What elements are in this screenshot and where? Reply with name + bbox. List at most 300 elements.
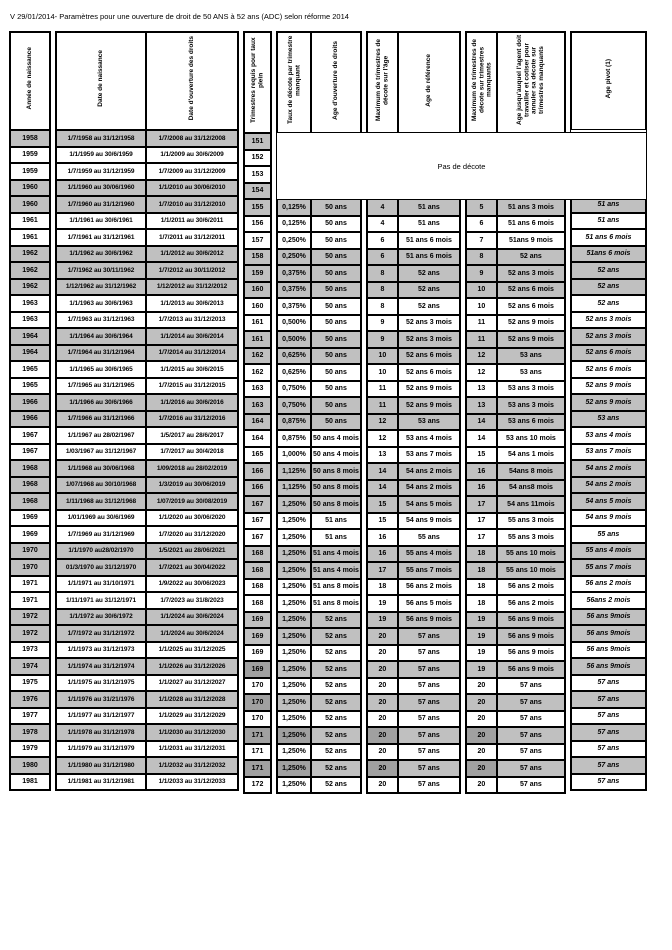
cell-taux-decote: 0,375%	[277, 282, 311, 299]
cell-trimestres: 158	[244, 249, 271, 266]
table-row	[367, 744, 460, 761]
table-row	[466, 678, 565, 695]
cell-age-ouverture: 50 ans	[311, 216, 361, 233]
table-row	[571, 295, 646, 312]
cell-taux-decote: 1,250%	[277, 579, 311, 596]
table-row	[571, 708, 646, 725]
table-row	[367, 612, 460, 629]
table-row	[466, 265, 565, 282]
cell-age-annuler-decote: 57 ans	[497, 777, 565, 794]
cell-date-naissance: 01/3/1970 au 31/12/1970	[56, 559, 146, 576]
cell-max-trimestres-manquants: 17	[466, 513, 497, 530]
table-row	[466, 298, 565, 315]
cell-max-trimestres-manquants: 14	[466, 414, 497, 431]
cell-annee: 1959	[10, 147, 50, 164]
cell-annee: 1961	[10, 213, 50, 230]
table-header-row	[367, 32, 460, 133]
table-row	[466, 447, 565, 464]
table-header-row	[277, 32, 361, 133]
cell-age-ouverture: 50 ans	[311, 265, 361, 282]
table-row	[244, 331, 271, 348]
parameters-table	[9, 31, 647, 794]
cell-age-pivot: 53 ans 4 mois	[571, 427, 646, 444]
cell-date-ouverture: 1/7/2016 au 31/12/2016	[146, 411, 238, 428]
cell-age-annuler-decote: 54ans 8 mois	[497, 463, 565, 480]
cell-taux-decote: 0,625%	[277, 348, 311, 365]
cell-date-naissance: 1/11/1968 au 31/12/1968	[56, 493, 146, 510]
cell-annee: 1963	[10, 295, 50, 312]
cell-max-trimestres-manquants: 18	[466, 595, 497, 612]
cell-date-naissance: 1/7/1963 au 31/12/1963	[56, 312, 146, 329]
table-row	[10, 378, 50, 395]
cell-trimestres: 170	[244, 711, 271, 728]
table-row	[56, 460, 238, 477]
cell-trimestres: 169	[244, 628, 271, 645]
table-row	[10, 576, 50, 593]
cell-age-pivot: 57 ans	[571, 741, 646, 758]
cell-taux-decote: 1,250%	[277, 678, 311, 695]
cell-age-annuler-decote: 53 ans 6 mois	[497, 414, 565, 431]
table-header-row	[56, 32, 238, 130]
cell-taux-decote: 0,250%	[277, 232, 311, 249]
table-row	[10, 724, 50, 741]
table-row	[466, 348, 565, 365]
cell-date-ouverture: 1/1/2031 au 31/12/2031	[146, 741, 238, 758]
table-row	[10, 526, 50, 543]
table-row	[56, 675, 238, 692]
cell-annee: 1962	[10, 279, 50, 296]
table-row	[466, 199, 565, 216]
table-row	[56, 394, 238, 411]
cell-age-ouverture: 50 ans	[311, 298, 361, 315]
table-row	[466, 546, 565, 563]
cell-max-trimestres-age: 6	[367, 249, 398, 266]
table-row	[244, 199, 271, 216]
cell-age-annuler-decote: 54 ans 1 mois	[497, 447, 565, 464]
cell-age-pivot: 57 ans	[571, 724, 646, 741]
cell-age-ouverture: 52 ans	[311, 744, 361, 761]
table-row	[277, 414, 361, 431]
cell-taux-decote: 1,250%	[277, 744, 311, 761]
table-row	[244, 133, 271, 150]
cell-trimestres: 159	[244, 265, 271, 282]
table-row	[277, 348, 361, 365]
cell-trimestres: 153	[244, 166, 271, 183]
table-row	[367, 249, 460, 266]
table-row	[244, 744, 271, 761]
table-row	[277, 447, 361, 464]
table-row	[277, 298, 361, 315]
cell-age-ouverture: 50 ans	[311, 249, 361, 266]
cell-date-ouverture: 1/1/2027 au 31/12/2027	[146, 675, 238, 692]
cell-age-ouverture: 50 ans 4 mois	[311, 430, 361, 447]
table-row	[277, 216, 361, 233]
cell-max-trimestres-age: 20	[367, 678, 398, 695]
cell-date-naissance: 1/1/1976 au 31/21/1976	[56, 691, 146, 708]
cell-taux-decote: 1,250%	[277, 496, 311, 513]
cell-date-ouverture: 1/1/2026 au 31/12/2026	[146, 658, 238, 675]
cell-annee: 1979	[10, 741, 50, 758]
cell-age-reference: 52 ans 3 mois	[398, 315, 460, 332]
table-row	[244, 595, 271, 612]
cell-age-pivot: 52 ans 9 mois	[571, 378, 646, 395]
cell-age-pivot: 56ans 2 mois	[571, 592, 646, 609]
cell-date-naissance: 1/1/1972 au 30/6/1972	[56, 609, 146, 626]
cell-max-trimestres-age: 20	[367, 777, 398, 794]
cell-annee: 1969	[10, 510, 50, 527]
cell-max-trimestres-manquants: 16	[466, 463, 497, 480]
cell-age-ouverture: 50 ans	[311, 315, 361, 332]
cell-annee: 1977	[10, 708, 50, 725]
cell-date-ouverture: 1/7/2012 au 30/11/2012	[146, 262, 238, 279]
table-row	[244, 579, 271, 596]
cell-age-reference: 54 ans 9 mois	[398, 513, 460, 530]
table-row	[277, 744, 361, 761]
cell-taux-decote: 1,250%	[277, 546, 311, 563]
table-row	[10, 246, 50, 263]
table-row	[367, 414, 460, 431]
cell-taux-decote: 1,250%	[277, 711, 311, 728]
cell-age-pivot: 57 ans	[571, 757, 646, 774]
cell-taux-decote: 1,250%	[277, 595, 311, 612]
cell-age-reference: 53 ans	[398, 414, 460, 431]
cell-max-trimestres-age: 20	[367, 628, 398, 645]
cell-age-reference: 56 ans 2 mois	[398, 579, 460, 596]
cell-taux-decote: 1,250%	[277, 628, 311, 645]
table-row	[277, 364, 361, 381]
cell-trimestres: 156	[244, 216, 271, 233]
cell-max-trimestres-age: 6	[367, 232, 398, 249]
table-row	[571, 345, 646, 362]
cell-age-annuler-decote: 56 ans 9 mois	[497, 628, 565, 645]
table-row	[244, 480, 271, 497]
cell-trimestres: 169	[244, 612, 271, 629]
cell-max-trimestres-age: 14	[367, 480, 398, 497]
cell-age-annuler-decote: 51ans 9 mois	[497, 232, 565, 249]
cell-date-naissance: 1/7/1959 au 31/12/1959	[56, 163, 146, 180]
cell-date-ouverture: 1/7/2009 au 31/12/2009	[146, 163, 238, 180]
table-row	[277, 727, 361, 744]
table-row	[571, 757, 646, 774]
cell-annee: 1973	[10, 642, 50, 659]
cell-trimestres: 160	[244, 298, 271, 315]
cell-annee: 1971	[10, 592, 50, 609]
cell-date-naissance: 1/1/1974 au 31/12/1974	[56, 658, 146, 675]
cell-age-annuler-decote: 53 ans	[497, 348, 565, 365]
cell-age-reference: 52 ans	[398, 298, 460, 315]
cell-max-trimestres-age: 20	[367, 645, 398, 662]
cell-annee: 1964	[10, 345, 50, 362]
table-row	[466, 430, 565, 447]
cell-taux-decote: 0,250%	[277, 249, 311, 266]
table-row	[277, 777, 361, 794]
cell-age-pivot: 55 ans 4 mois	[571, 543, 646, 560]
table-row	[10, 510, 50, 527]
cell-date-naissance: 1/7/1972 au 31/12/1972	[56, 625, 146, 642]
table-row	[277, 546, 361, 563]
table-row	[277, 513, 361, 530]
cell-date-naissance: 1/1/1980 au 31/12/1980	[56, 757, 146, 774]
table-row	[571, 774, 646, 791]
table-row	[277, 529, 361, 546]
table-row	[56, 543, 238, 560]
cell-date-naissance: 1/1/1959 au 30/6/1959	[56, 147, 146, 164]
table-row	[56, 427, 238, 444]
cell-age-pivot: 52 ans 9 mois	[571, 394, 646, 411]
cell-age-annuler-decote: 53 ans 3 mois	[497, 397, 565, 414]
table-row	[244, 265, 271, 282]
cell-taux-decote: 0,375%	[277, 265, 311, 282]
table-row	[466, 331, 565, 348]
cell-age-annuler-decote: 57 ans	[497, 694, 565, 711]
cell-age-reference: 56 ans 9 mois	[398, 612, 460, 629]
cell-date-ouverture: 1/1/2030 au 31/12/2030	[146, 724, 238, 741]
cell-max-trimestres-manquants: 18	[466, 546, 497, 563]
cell-date-naissance: 1/1/1964 au 30/6/1964	[56, 328, 146, 345]
table-row	[571, 394, 646, 411]
cell-age-pivot: 56 ans 9mois	[571, 642, 646, 659]
table-row	[244, 678, 271, 695]
table-row	[466, 661, 565, 678]
table-row	[244, 562, 271, 579]
cell-age-ouverture: 52 ans	[311, 678, 361, 695]
table-row	[277, 579, 361, 596]
table-row	[10, 213, 50, 230]
cell-annee: 1974	[10, 658, 50, 675]
cell-age-ouverture: 50 ans	[311, 232, 361, 249]
table-row	[277, 381, 361, 398]
table-row	[277, 463, 361, 480]
table-row	[244, 612, 271, 629]
cell-trimestres: 162	[244, 364, 271, 381]
table-row	[571, 609, 646, 626]
table-row	[466, 628, 565, 645]
table-row	[466, 645, 565, 662]
cell-max-trimestres-age: 16	[367, 529, 398, 546]
cell-taux-decote: 1,250%	[277, 562, 311, 579]
table-row	[466, 496, 565, 513]
table-row	[56, 295, 238, 312]
table-row	[367, 364, 460, 381]
table-row	[466, 777, 565, 794]
table-row	[56, 411, 238, 428]
cell-max-trimestres-age: 13	[367, 447, 398, 464]
table-row	[56, 180, 238, 197]
cell-age-reference: 52 ans 6 mois	[398, 348, 460, 365]
cell-date-naissance: 1/7/1969 au 31/12/1969	[56, 526, 146, 543]
cell-date-ouverture: 1/1/2028 au 31/12/2028	[146, 691, 238, 708]
cell-age-annuler-decote: 55 ans 3 mois	[497, 513, 565, 530]
cell-age-reference: 51 ans	[398, 216, 460, 233]
cell-age-reference: 53 ans 4 mois	[398, 430, 460, 447]
table-row	[56, 642, 238, 659]
table-row	[571, 526, 646, 543]
table-row	[56, 741, 238, 758]
cell-age-annuler-decote: 53 ans 3 mois	[497, 381, 565, 398]
table-row	[571, 576, 646, 593]
cell-max-trimestres-manquants: 19	[466, 628, 497, 645]
table-row	[466, 232, 565, 249]
table-row	[56, 378, 238, 395]
column-block-trimestres	[243, 31, 272, 794]
cell-date-ouverture: 1/1/2020 au 30/06/2020	[146, 510, 238, 527]
cell-age-annuler-decote: 54 ans 11mois	[497, 496, 565, 513]
table-row	[244, 414, 271, 431]
table-row	[56, 196, 238, 213]
cell-age-reference: 56 ans 5 mois	[398, 595, 460, 612]
cell-taux-decote: 0,875%	[277, 430, 311, 447]
cell-max-trimestres-manquants: 6	[466, 216, 497, 233]
table-row	[367, 513, 460, 530]
cell-date-ouverture: 1/1/2024 au 30/6/2024	[146, 625, 238, 642]
cell-date-ouverture: 1/3/2019 au 30/06/2019	[146, 477, 238, 494]
cell-date-ouverture: 1/7/2010 au 31/12/2010	[146, 196, 238, 213]
cell-age-annuler-decote: 51 ans 6 mois	[497, 216, 565, 233]
cell-trimestres: 167	[244, 496, 271, 513]
cell-trimestres: 172	[244, 777, 271, 794]
cell-trimestres: 167	[244, 513, 271, 530]
cell-max-trimestres-manquants: 20	[466, 760, 497, 777]
cell-max-trimestres-manquants: 20	[466, 694, 497, 711]
cell-max-trimestres-age: 17	[367, 562, 398, 579]
cell-date-ouverture: 1/1/2009 au 30/6/2009	[146, 147, 238, 164]
cell-annee: 1962	[10, 246, 50, 263]
table-row	[10, 312, 50, 329]
table-row	[367, 199, 460, 216]
cell-age-ouverture: 50 ans 8 mois	[311, 480, 361, 497]
cell-age-pivot: 56 ans 2 mois	[571, 576, 646, 593]
table-row	[466, 562, 565, 579]
header-annee-naissance: Année de naissance	[10, 32, 50, 130]
cell-date-naissance: 1/1/1968 au 30/06/1968	[56, 460, 146, 477]
cell-age-ouverture: 50 ans	[311, 199, 361, 216]
cell-date-ouverture: 1/1/2010 au 30/06/2010	[146, 180, 238, 197]
cell-taux-decote: 0,625%	[277, 364, 311, 381]
table-row	[466, 744, 565, 761]
table-row	[571, 312, 646, 329]
cell-trimestres: 168	[244, 579, 271, 596]
table-row	[244, 397, 271, 414]
cell-max-trimestres-age: 11	[367, 381, 398, 398]
table-row	[244, 496, 271, 513]
cell-date-ouverture: 1/5/2017 au 28/6/2017	[146, 427, 238, 444]
cell-age-pivot: 56 ans 9mois	[571, 658, 646, 675]
table-row	[56, 724, 238, 741]
cell-date-naissance: 1/1/1978 au 31/12/1978	[56, 724, 146, 741]
table-row	[571, 543, 646, 560]
cell-max-trimestres-manquants: 16	[466, 480, 497, 497]
cell-date-naissance: 1/1/1979 au 31/12/1979	[56, 741, 146, 758]
cell-date-naissance: 1/1/1963 au 30/6/1963	[56, 295, 146, 312]
cell-max-trimestres-age: 15	[367, 496, 398, 513]
cell-age-pivot: 54 ans 5 mois	[571, 493, 646, 510]
cell-age-pivot: 56 ans 9mois	[571, 609, 646, 626]
cell-date-ouverture: 1/7/2020 au 31/12/2020	[146, 526, 238, 543]
table-row	[367, 447, 460, 464]
table-row	[56, 328, 238, 345]
table-row	[466, 513, 565, 530]
cell-max-trimestres-age: 20	[367, 661, 398, 678]
cell-date-naissance: 1/1/1970 au28/02/1970	[56, 543, 146, 560]
cell-date-ouverture: 1/7/2013 au 31/12/2013	[146, 312, 238, 329]
cell-age-reference: 57 ans	[398, 645, 460, 662]
cell-date-naissance: 1/7/1966 au 31/12/1966	[56, 411, 146, 428]
table-row	[244, 760, 271, 777]
cell-taux-decote: 1,125%	[277, 463, 311, 480]
cell-age-annuler-decote: 52 ans 6 mois	[497, 282, 565, 299]
cell-date-ouverture: 1/1/2016 au 30/6/2016	[146, 394, 238, 411]
table-row	[10, 411, 50, 428]
cell-age-ouverture: 50 ans	[311, 397, 361, 414]
table-row	[466, 612, 565, 629]
table-row	[10, 774, 50, 791]
cell-annee: 1965	[10, 378, 50, 395]
cell-max-trimestres-manquants: 11	[466, 315, 497, 332]
cell-annee: 1958	[10, 130, 50, 147]
header-max-trimestres-manquants: Maximum de trimestres de décote sur trimestres manquants	[466, 32, 497, 133]
table-row	[367, 331, 460, 348]
cell-trimestres: 163	[244, 381, 271, 398]
table-row	[367, 381, 460, 398]
header-date-naissance: Date de naissance	[56, 32, 146, 130]
table-row	[571, 213, 646, 230]
cell-age-reference: 54 ans 2 mois	[398, 480, 460, 497]
table-row	[277, 331, 361, 348]
cell-age-pivot: 51ans 6 mois	[571, 246, 646, 263]
table-row	[10, 559, 50, 576]
table-header-row	[10, 32, 50, 130]
cell-max-trimestres-manquants: 20	[466, 711, 497, 728]
cell-date-naissance: 1/01/1969 au 30/6/1969	[56, 510, 146, 527]
cell-max-trimestres-manquants: 20	[466, 678, 497, 695]
cell-annee: 1966	[10, 394, 50, 411]
cell-age-pivot: 52 ans	[571, 279, 646, 296]
cell-taux-decote: 1,125%	[277, 480, 311, 497]
cell-age-ouverture: 50 ans	[311, 331, 361, 348]
cell-age-reference: 52 ans 9 mois	[398, 397, 460, 414]
cell-annee: 1961	[10, 229, 50, 246]
cell-date-naissance: 1/1/1967 au 28/02/1967	[56, 427, 146, 444]
cell-date-naissance: 1/1/1971 au 31/10/1971	[56, 576, 146, 593]
cell-age-pivot: 53 ans 7 mois	[571, 444, 646, 461]
cell-age-annuler-decote: 52 ans 3 mois	[497, 265, 565, 282]
table-row	[367, 216, 460, 233]
table-row	[244, 150, 271, 167]
table-row	[466, 727, 565, 744]
cell-age-ouverture: 51 ans 4 mois	[311, 546, 361, 563]
cell-date-naissance: 1/1/1975 au 31/12/1975	[56, 675, 146, 692]
table-row	[244, 694, 271, 711]
table-row	[56, 229, 238, 246]
table-row	[466, 397, 565, 414]
cell-age-annuler-decote: 53 ans	[497, 364, 565, 381]
cell-annee: 1967	[10, 444, 50, 461]
table-row	[244, 166, 271, 183]
table-row	[571, 658, 646, 675]
cell-age-reference: 57 ans	[398, 744, 460, 761]
cell-max-trimestres-manquants: 17	[466, 529, 497, 546]
cell-age-reference: 55 ans 4 mois	[398, 546, 460, 563]
cell-age-annuler-decote: 56 ans 2 mois	[497, 579, 565, 596]
cell-annee: 1978	[10, 724, 50, 741]
table-row	[367, 595, 460, 612]
table-row	[56, 130, 238, 147]
table-header-row	[244, 32, 271, 133]
cell-age-ouverture: 52 ans	[311, 711, 361, 728]
table-row	[56, 576, 238, 593]
table-row	[367, 232, 460, 249]
table-row	[571, 477, 646, 494]
